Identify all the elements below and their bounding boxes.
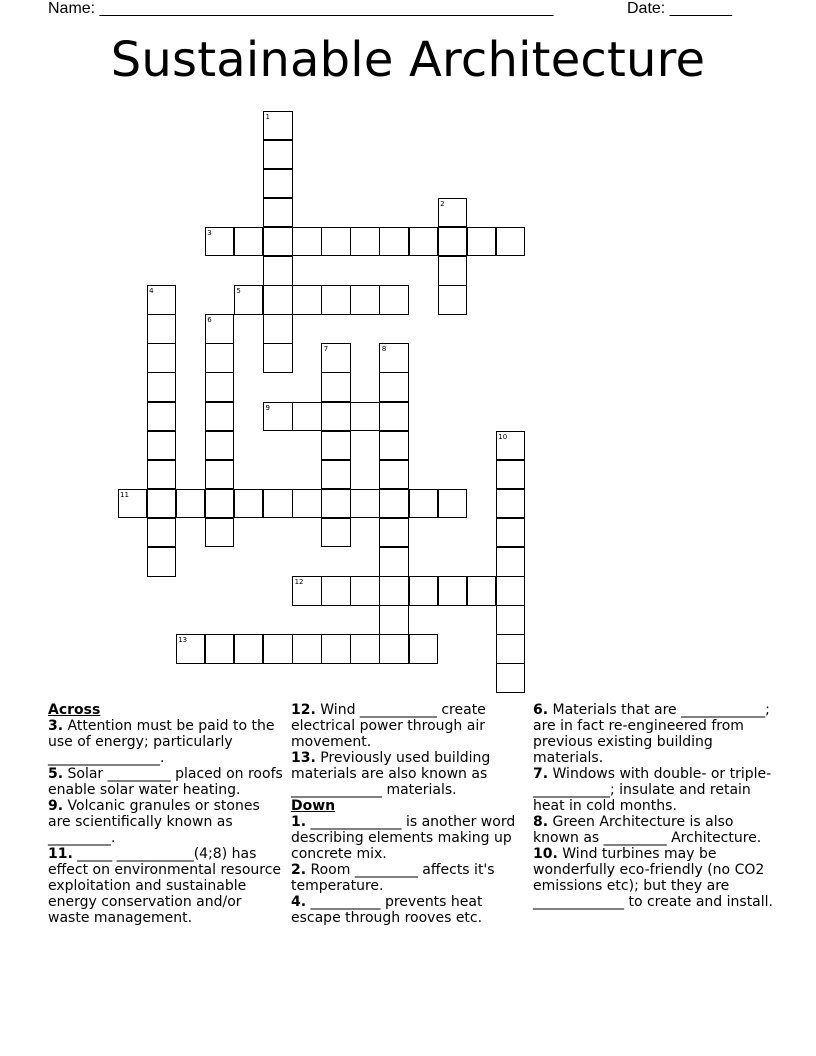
clue-number-label: 1	[265, 112, 270, 121]
clue-number: 7.	[533, 766, 549, 782]
clue-down-1	[291, 814, 521, 862]
clue-down-2	[291, 862, 521, 894]
crossword-cell[interactable]	[263, 343, 293, 373]
crossword-cell[interactable]	[147, 489, 177, 519]
clues-column-1	[48, 702, 284, 926]
clue-number-label: 9	[265, 403, 270, 412]
clue-number: 10.	[533, 846, 558, 862]
crossword-cell[interactable]	[147, 518, 177, 548]
clue-number: 9.	[48, 798, 64, 814]
clues-column-3	[533, 702, 773, 910]
crossword-cell[interactable]	[379, 402, 409, 432]
crossword-cell[interactable]	[438, 489, 468, 519]
crossword-cell[interactable]	[350, 634, 380, 664]
clue-number-label: 7	[323, 345, 329, 354]
crossword-cell[interactable]	[496, 547, 526, 577]
clue-text: Materials that are ____________; are in fact re-engineered from previous existing building materials.	[533, 702, 770, 766]
clue-down-4	[291, 894, 521, 926]
clue-number: 8.	[533, 814, 549, 830]
crossword-cell[interactable]	[350, 576, 380, 606]
crossword-cell[interactable]	[205, 634, 235, 664]
clue-number-label: 13	[178, 636, 188, 645]
crossword-cell[interactable]	[292, 402, 322, 432]
clue-number-label: 11	[120, 490, 129, 499]
crossword-cell[interactable]	[205, 518, 235, 548]
crossword-cell[interactable]	[205, 343, 235, 373]
crossword-cell[interactable]	[176, 489, 206, 519]
crossword-cell[interactable]	[379, 576, 409, 606]
page-title: Sustainable Architecture	[110, 32, 706, 88]
crossword-cell[interactable]	[496, 663, 526, 693]
crossword-cell[interactable]	[321, 372, 351, 402]
crossword-cell[interactable]	[321, 576, 351, 606]
clue-across-13	[291, 750, 521, 798]
clue-number: 4.	[291, 894, 307, 910]
clue-text: Attention must be paid to the use of energy; particularly ________________.	[48, 718, 275, 766]
crossword-cell[interactable]	[292, 489, 322, 519]
crossword-cell[interactable]	[438, 285, 468, 315]
crossword-cell[interactable]	[321, 460, 351, 490]
clue-number-label: 5	[236, 287, 241, 296]
clue-text: Previously used building materials are also known as _____________ materials.	[291, 750, 491, 798]
crossword-cell[interactable]	[467, 227, 497, 257]
crossword-cell[interactable]	[379, 547, 409, 577]
crossword-cell[interactable]	[379, 460, 409, 490]
crossword-cell[interactable]	[263, 198, 293, 228]
clue-number: 5.	[48, 766, 64, 782]
crossword-cell[interactable]	[147, 402, 177, 432]
crossword-cell[interactable]	[321, 285, 351, 315]
clue-text: Wind turbines may be wonderfully eco-friendly (no CO2 emissions etc); but they are _____________ to create and install.	[533, 846, 773, 910]
clue-across-3	[48, 718, 284, 766]
crossword-cell[interactable]	[379, 285, 409, 315]
crossword-cell[interactable]	[147, 343, 177, 373]
crossword-cell[interactable]	[350, 489, 380, 519]
clue-number: 2.	[291, 862, 307, 878]
clue-number-label: 8	[381, 345, 387, 354]
crossword-cell[interactable]	[263, 489, 293, 519]
crossword-cell[interactable]	[205, 489, 235, 519]
clue-across-5	[48, 766, 284, 798]
crossword-cell[interactable]	[438, 256, 468, 286]
crossword-cell[interactable]	[350, 285, 380, 315]
clue-number: 6.	[533, 702, 549, 718]
crossword-cell[interactable]	[147, 431, 177, 461]
clue-text: _____ ___________(4;8) has effect on environmental resource exploitation and sustainable energy conservation and/or waste management.	[48, 846, 282, 926]
crossword-cell[interactable]	[147, 314, 177, 344]
clue-text: __________ prevents heat escape through rooves etc.	[291, 894, 483, 926]
crossword-cell[interactable]	[321, 402, 351, 432]
clue-across-9	[48, 798, 284, 846]
crossword-cell[interactable]	[292, 634, 322, 664]
crossword-cell[interactable]	[321, 518, 351, 548]
crossword-cell[interactable]	[438, 576, 468, 606]
clue-number-label: 2	[440, 199, 445, 208]
clue-number: 1.	[291, 814, 307, 830]
crossword-cell[interactable]	[496, 489, 526, 519]
clue-down-7	[533, 766, 773, 814]
crossword-cell[interactable]	[263, 256, 293, 286]
clue-text: Green Architecture is also known as _________ Architecture.	[533, 814, 762, 846]
crossword-cell[interactable]	[496, 634, 526, 664]
crossword-cell[interactable]	[321, 489, 351, 519]
clue-number: 13.	[291, 750, 316, 766]
crossword-cell[interactable]	[496, 460, 526, 490]
clue-number-label: 12	[294, 578, 304, 587]
crossword-cell[interactable]	[263, 634, 293, 664]
crossword-cell[interactable]	[350, 402, 380, 432]
crossword-cell[interactable]	[379, 431, 409, 461]
clue-down-10	[533, 846, 773, 910]
clue-across-12	[291, 702, 521, 750]
crossword-cell[interactable]	[147, 460, 177, 490]
clue-number-label: 3	[207, 228, 212, 237]
crossword-cell[interactable]	[379, 372, 409, 402]
crossword-cell[interactable]	[292, 285, 322, 315]
crossword-cell[interactable]	[205, 460, 235, 490]
crossword-cell[interactable]	[438, 227, 468, 257]
clue-number-label: 4	[149, 287, 154, 296]
crossword-cell[interactable]	[234, 489, 264, 519]
crossword-cell[interactable]	[205, 372, 235, 402]
crossword-cell[interactable]	[409, 227, 439, 257]
clue-down-8	[533, 814, 773, 846]
crossword-cell[interactable]	[379, 489, 409, 519]
crossword-cell[interactable]	[205, 402, 235, 432]
crossword-cell[interactable]	[379, 605, 409, 635]
clue-text: Solar _________ placed on roofs enable solar water heating.	[48, 766, 283, 798]
crossword-cell[interactable]	[147, 547, 177, 577]
clue-number-label: 10	[498, 432, 508, 441]
crossword-cell[interactable]	[234, 634, 264, 664]
clue-number-label: 6	[207, 316, 212, 325]
crossword-cell[interactable]	[234, 227, 264, 257]
crossword-cell[interactable]	[409, 576, 439, 606]
clue-text: Windows with double- or triple- ___________; insulate and retain heat in cold months.	[533, 766, 772, 814]
crossword-cell[interactable]	[263, 314, 293, 344]
name-field[interactable]: Name: ___________________________________________________	[48, 0, 554, 17]
clue-text: Room _________ affects it's temperature.	[291, 862, 495, 894]
clue-text: Volcanic granules or stones are scientifically known as _________.	[48, 798, 260, 846]
crossword-cell[interactable]	[379, 634, 409, 664]
crossword-cell[interactable]	[321, 227, 351, 257]
crossword-cell[interactable]	[292, 227, 322, 257]
crossword-cell[interactable]	[263, 169, 293, 199]
crossword-cell[interactable]	[496, 605, 526, 635]
crossword-cell[interactable]	[496, 518, 526, 548]
crossword-cell[interactable]	[350, 227, 380, 257]
crossword-cell[interactable]	[321, 431, 351, 461]
crossword-cell[interactable]	[263, 285, 293, 315]
crossword-cell[interactable]	[467, 576, 497, 606]
crossword-cell[interactable]	[379, 518, 409, 548]
clue-number: 3.	[48, 718, 64, 734]
clue-text: _____________ is another word describing elements making up concrete mix.	[291, 814, 516, 862]
crossword-cell[interactable]	[409, 489, 439, 519]
crossword-cell[interactable]	[263, 227, 293, 257]
down-heading: Down	[291, 798, 336, 814]
crossword-cell[interactable]	[409, 634, 439, 664]
crossword-cell[interactable]	[496, 576, 526, 606]
crossword-cell[interactable]	[496, 227, 526, 257]
date-field[interactable]: Date: _______	[627, 0, 732, 17]
clue-down-6	[533, 702, 773, 766]
crossword-cell[interactable]	[263, 140, 293, 170]
crossword-cell[interactable]	[379, 227, 409, 257]
crossword-cell[interactable]	[321, 634, 351, 664]
clue-across-11	[48, 846, 284, 926]
clue-number: 11.	[48, 846, 73, 862]
clues-column-2	[291, 702, 521, 926]
clue-text: Wind ___________ create electrical power through air movement.	[291, 702, 486, 750]
across-heading: Across	[48, 702, 101, 718]
clue-number: 12.	[291, 702, 316, 718]
crossword-cell[interactable]	[147, 372, 177, 402]
crossword-cell[interactable]	[205, 431, 235, 461]
